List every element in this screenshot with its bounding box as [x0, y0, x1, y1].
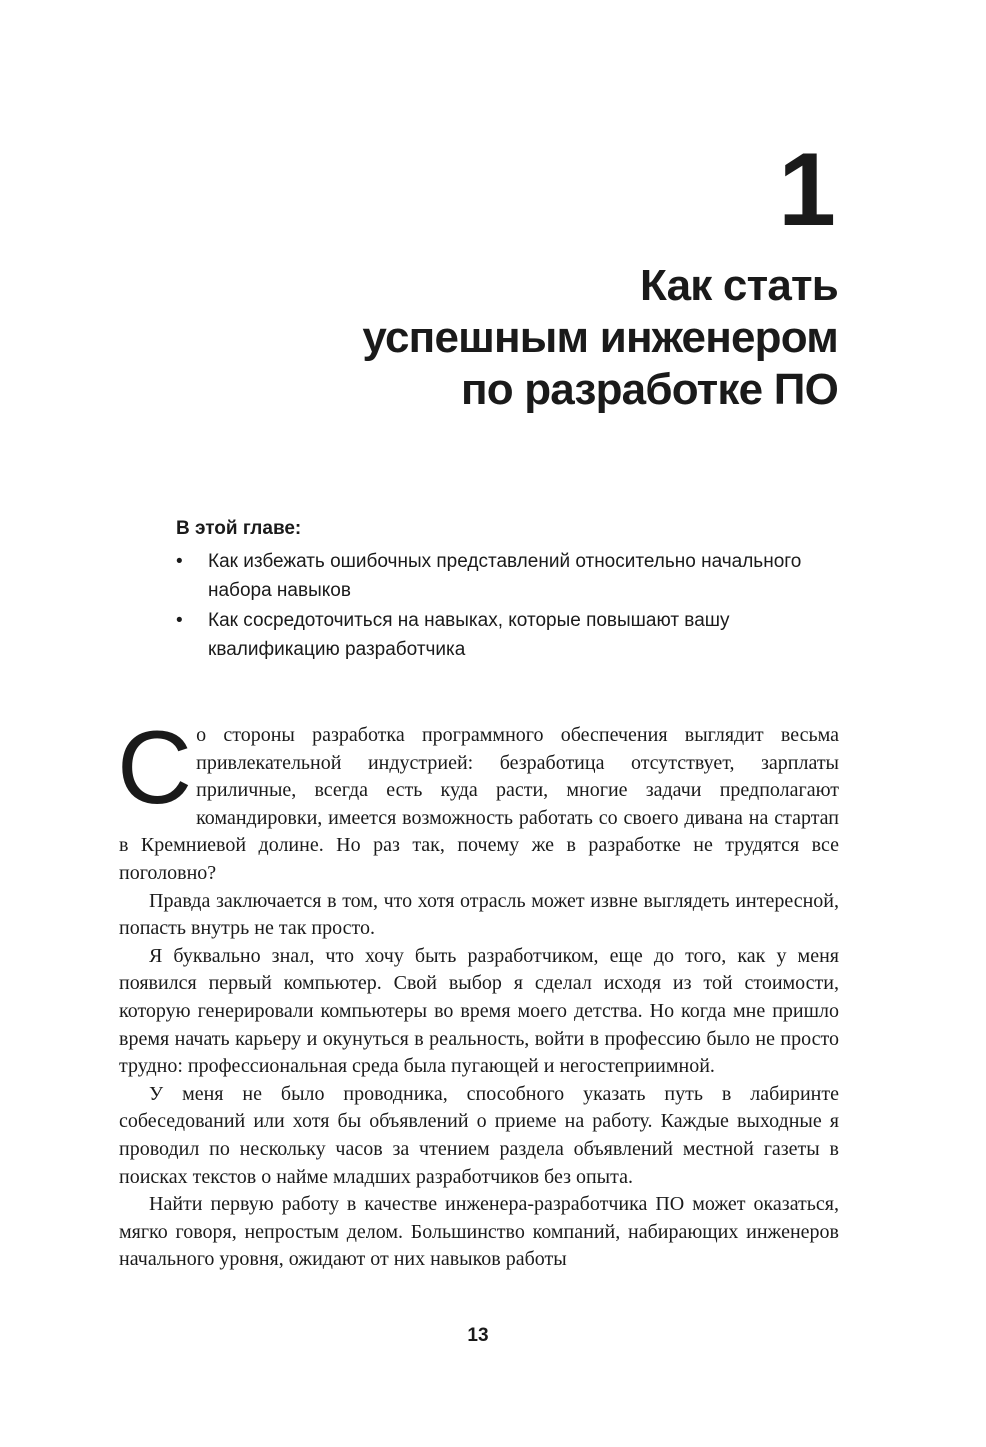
paragraph-text: о стороны разработка программного обеспечения выглядит весьма привлекательной индустрией: безработица отсутствует, зарплаты приличные, всегда есть куда расти, многие задачи предполагают командировки, имеется возможность работать со своего дивана на стартап в Кремниевой долине. Но раз так, почему же в разработке не трудятся все поголовно?: [119, 724, 839, 884]
intro-heading: В этой главе:: [176, 518, 302, 539]
paragraph: Правда заключается в том, что хотя отрасль может извне выглядеть интересной, попасть внутрь не так просто.: [119, 889, 839, 940]
intro-list: [176, 547, 816, 664]
paragraph: У меня не было проводника, способного указать путь в лабиринте собеседований или хотя бы объявлений о приеме на работу. Каждые выходные я проводил по нескольку часов за чтением раздела объявлений местной газеты в поисках текстов о найме младших разработчиков без опыта.: [119, 1082, 839, 1188]
chapter-title-line: успешным инженером: [362, 313, 838, 362]
bullet-icon: •: [176, 610, 183, 631]
paragraph: [117, 710, 839, 888]
chapter-title: [198, 260, 838, 416]
intro-list-item-text: Как избежать ошибочных представлений относительно начального набора навыков: [208, 551, 802, 601]
page-number: 13: [467, 1325, 489, 1346]
bullet-icon: •: [176, 551, 183, 572]
chapter-intro: [176, 514, 816, 665]
body-text: [117, 710, 839, 1274]
chapter-title-line: Как стать: [640, 261, 838, 310]
paragraph: Я буквально знал, что хочу быть разработчиком, еще до того, как у меня появился первый компьютер. Свой выбор я сделал исходя из той стоимости, которую генерировали компьютеры во время моего детства. Но когда мне пришло время начать карьеру и окунуться в реальность, войти в профессию было не просто трудно: профессиональная среда была пугающей и негостеприимной.: [119, 944, 839, 1078]
drop-cap: С: [117, 710, 193, 826]
intro-list-item-text: Как сосредоточиться на навыках, которые повышают вашу квалификацию разработчика: [208, 610, 730, 660]
intro-list-item: [176, 547, 816, 605]
paragraph: Найти первую работу в качестве инженера-разработчика ПО может оказаться, мягко говоря, непростым делом. Большинство компаний, набирающих инженеров начального уровня, ожидают от них навыков работы: [119, 1193, 839, 1271]
intro-list-item: [176, 606, 816, 664]
chapter-title-line: по разработке ПО: [460, 365, 838, 414]
chapter-number: 1: [778, 132, 834, 248]
